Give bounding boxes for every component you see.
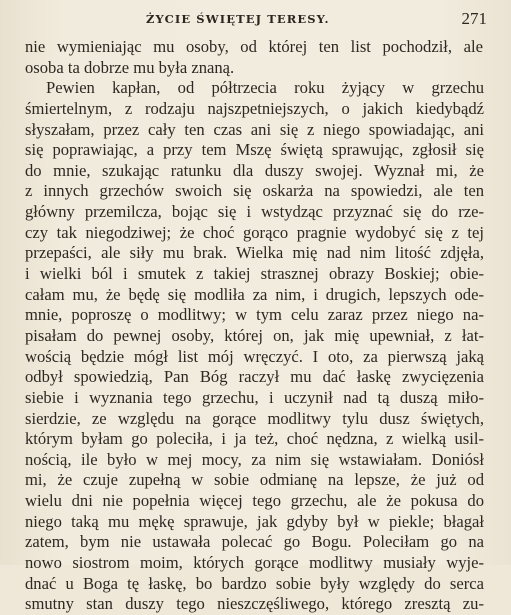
line-text: śmiertelnym, z rodzaju najszpetniejszych, o jakich kiedybądź <box>25 98 484 118</box>
line-text: Pewien kapłan, od półtrzecia roku żyjący w grzechu <box>46 78 484 98</box>
line-text: mnie, poproszę o modlitwy; w tym celu zaraz przez niego na- <box>25 305 484 325</box>
text-line <box>0 285 511 306</box>
text-line <box>0 429 511 450</box>
line-text: dnać u Boga tę łaskę, bo bardzo sobie były względy do serca <box>25 573 484 593</box>
text-line <box>0 223 511 244</box>
text-line <box>0 470 511 491</box>
text-line <box>0 594 511 615</box>
line-text: czy tak niegodziwej; że choć gorąco pragnie wydobyć się z tej <box>25 222 484 242</box>
text-line <box>0 450 511 471</box>
text-line <box>0 161 511 182</box>
line-text: smutny stan duszy tego nieszczęśliwego, którego zresztą zu- <box>25 594 484 614</box>
line-text: sierdzie, ze względu na gorące modlitwy tylu dusz świętych, <box>25 408 484 428</box>
text-line <box>0 574 511 595</box>
text-line <box>0 491 511 512</box>
text-line <box>0 243 511 264</box>
page-number: 271 <box>461 9 487 28</box>
running-title: ŻYCIE ŚWIĘTEJ TERESY. <box>146 12 330 26</box>
line-text: wością będzie mógł list mój wręczyć. I oto, za pierwszą jaką <box>25 346 484 366</box>
line-text: siebie i wyznania tego grzechu, i uczynił nad tą duszą miło- <box>25 387 484 407</box>
text-line <box>0 99 511 120</box>
line-text: nie wymieniając mu osoby, od której ten list pochodził, ale <box>25 37 483 56</box>
line-text: nowo siostrom moim, których gorące modlitwy musiały wyje- <box>25 553 484 573</box>
text-line <box>0 140 511 161</box>
line-text: wielu dni nie popełnia więcej tego grzechu, ale że pokusa do <box>25 491 484 511</box>
line-text: słyszałam, przez cały ten czas ani się z niego spowiadając, ani <box>25 119 484 139</box>
line-text: się poprawiając, a przy tem Mszę świętą sprawując, zgłosił się <box>25 140 484 160</box>
text-line <box>0 409 511 430</box>
line-text: zatem, bym nie ustawała polecać go Bogu. Poleciłam go na <box>25 532 484 552</box>
text-line <box>0 512 511 533</box>
text-line <box>0 326 511 347</box>
line-text: przepaści, ale siły mu brak. Wielka mię nad nim litość zdjęła, <box>25 243 484 263</box>
text-line <box>0 532 511 553</box>
text-line <box>0 181 511 202</box>
text-line <box>0 388 511 409</box>
line-text: całam mu, że będę się modliła za nim, i drugich, lepszych ode- <box>25 284 484 304</box>
line-text: pisałam do pewnej osoby, której on, jak mię upewniał, z łat- <box>25 325 484 345</box>
line-text: nością, ile było w mej mocy, za nim się wstawiałam. Doniósł <box>25 449 484 469</box>
text-line <box>0 37 511 58</box>
line-text: niego taką mu mękę sprawuje, jak gdyby był w piekle; błagał <box>25 511 484 531</box>
text-line <box>0 202 511 223</box>
line-text: do mnie, szukając ratunku dla duszy swojej. Wyznał mi, że <box>25 160 484 180</box>
line-text: mi, że czuje zupełną w sobie odmianę na lepsze, że już od <box>25 470 484 490</box>
line-text: osoba ta dobrze mu była znaną. <box>25 57 235 77</box>
text-line <box>0 78 511 99</box>
running-head <box>0 9 511 29</box>
line-text: i wielki ból i smutek z takiej strasznej obrazy Boskiej; obie- <box>25 264 484 284</box>
text-line <box>0 264 511 285</box>
line-text: odbył spowiedzią, Pan Bóg raczył mu dać łaskę zwycięzenia <box>25 367 484 387</box>
line-text: główny przemilcza, bojąc się i wstydząc przyznać się do rze- <box>25 202 484 222</box>
text-line <box>0 347 511 368</box>
text-line <box>0 553 511 574</box>
line-text: którym byłam go poleciła, i ja też, choć nędzna, z wielką usil- <box>25 429 484 449</box>
line-text: z innych grzechów swoich się oskarża na spowiedzi, ale ten <box>25 181 484 201</box>
text-line <box>0 367 511 388</box>
body-text <box>0 37 511 615</box>
text-line <box>0 305 511 326</box>
text-line <box>0 58 511 79</box>
text-line <box>0 120 511 141</box>
